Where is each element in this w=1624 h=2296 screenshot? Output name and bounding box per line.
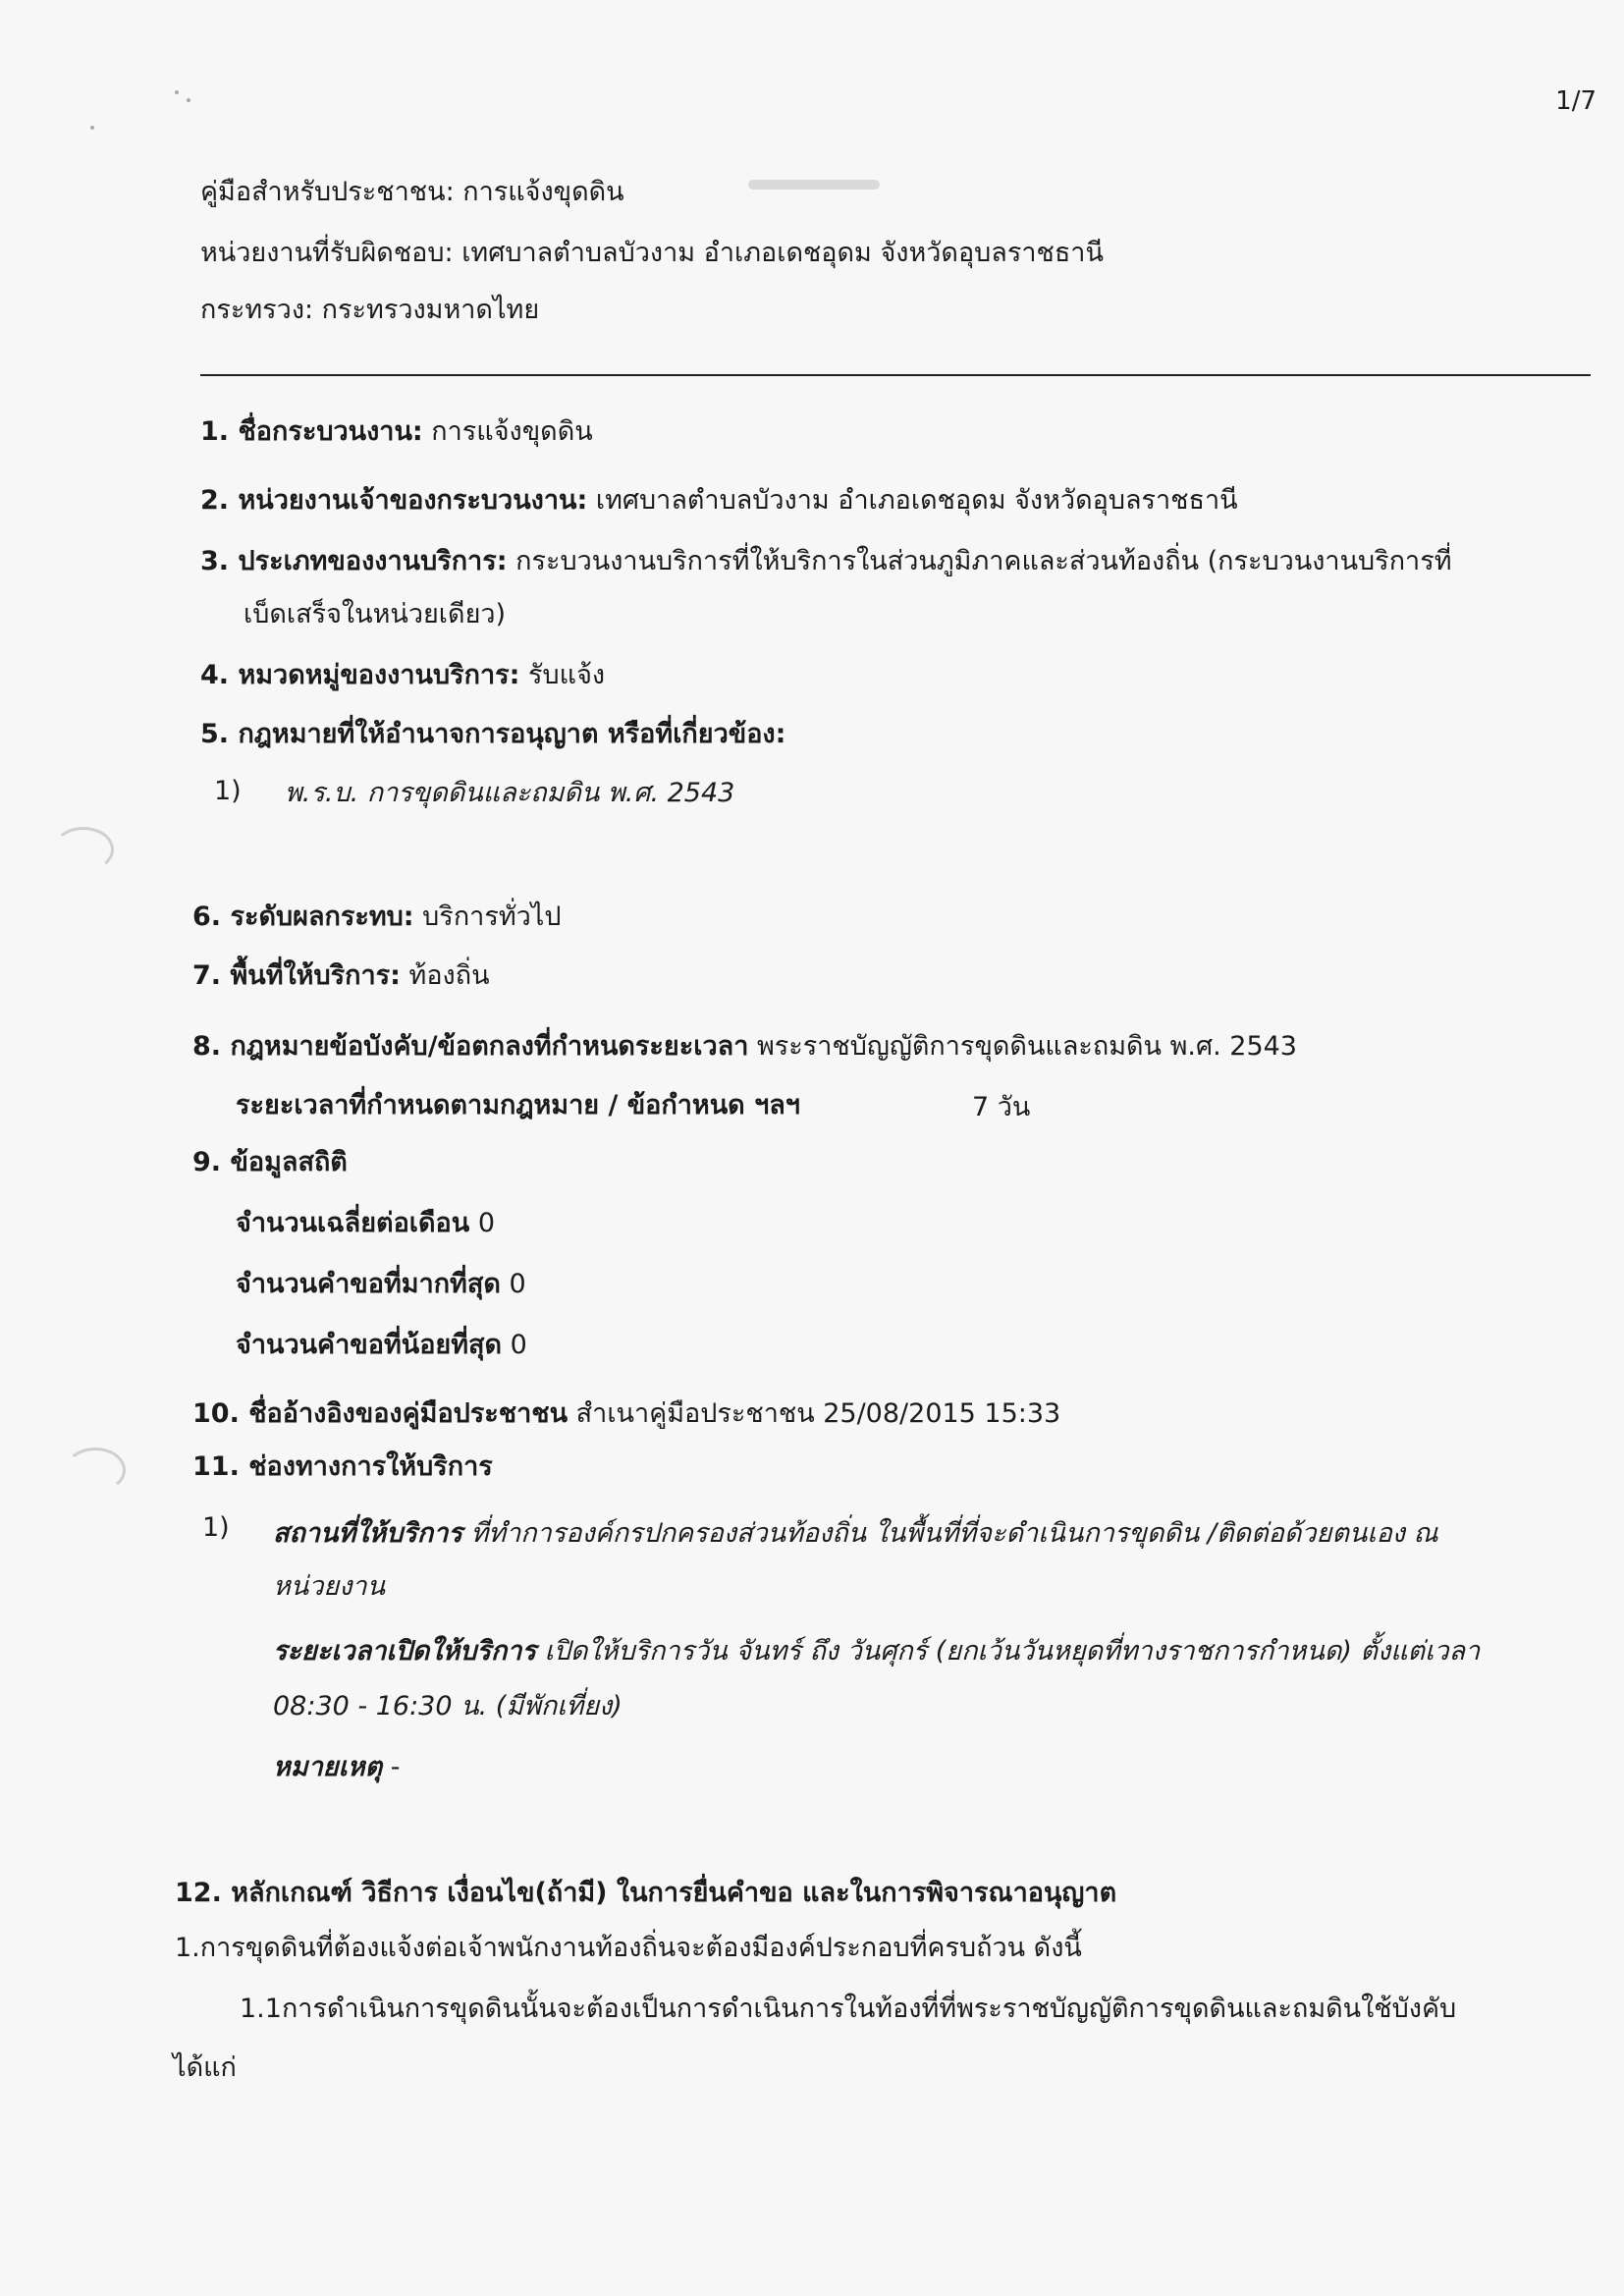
item-10 (192, 1398, 1060, 1430)
item-2-label: 2. หน่วยงานเจ้าของกระบวนงาน: (200, 485, 588, 516)
item-8-period-label: ระยะเวลาที่กำหนดตามกฎหมาย / ข้อกำหนด ฯลฯ (236, 1090, 800, 1121)
punch-hole-mark (53, 827, 114, 872)
ministry-line: กระทรวง: กระทรวงมหาดไทย (200, 295, 540, 325)
stat-min-value: 0 (510, 1330, 527, 1360)
scan-speck (90, 126, 94, 130)
item-12-line-2: 1.1การดำเนินการขุดดินนั้นจะต้องเป็นการดำเนินการในท้องที่ที่พระราชบัญญัติการขุดดินและถมดินใช้บังคับ (240, 1994, 1457, 2024)
service-place-label: สถานที่ให้บริการ (273, 1518, 462, 1549)
punch-hole-mark (65, 1448, 126, 1493)
service-place-cont: หน่วยงาน (273, 1571, 386, 1602)
item-10-label: 10. ชื่ออ้างอิงของคู่มือประชาชน (192, 1398, 568, 1429)
item-6 (192, 902, 562, 933)
item-12-line-1: 1.การขุดดินที่ต้องแจ้งต่อเจ้าพนักงานท้องถิ่นจะต้องมีองค์ประกอบที่ครบถ้วน ดังนี้ (175, 1933, 1082, 1963)
item-11-sub-number: 1) (202, 1512, 230, 1543)
service-hours-value: เปิดให้บริการวัน จันทร์ ถึง วันศุกร์ (ยกเว้นวันหยุดที่ทางราชการกำหนด) ตั้งแต่เวลา (544, 1636, 1481, 1667)
item-5-label: 5. กฎหมายที่ให้อำนาจการอนุญาต หรือที่เกี่ยวข้อง: (200, 719, 786, 749)
item-4-label: 4. หมวดหมู่ของงานบริการ: (200, 660, 520, 690)
stat-average-label: จำนวนเฉลี่ยต่อเดือน (236, 1208, 470, 1238)
item-3-value-cont: เบ็ดเสร็จในหน่วยเดียว) (244, 599, 507, 629)
item-7-value: ท้องถิ่น (408, 960, 490, 991)
item-12-label: 12. หลักเกณฑ์ วิธีการ เงื่อนไข(ถ้ามี) ในการยื่นคำขอ และในการพิจารณาอนุญาต (175, 1878, 1117, 1908)
item-2-value: เทศบาลตำบลบัวงาม อำเภอเดชอุดม จังหวัดอุบลราชธานี (595, 485, 1238, 516)
item-1 (200, 416, 593, 448)
item-7-label: 7. พื้นที่ให้บริการ: (192, 960, 401, 991)
stat-max-value: 0 (509, 1269, 526, 1299)
service-place (273, 1518, 1438, 1550)
item-10-value: สำเนาคู่มือประชาชน 25/08/2015 15:33 (575, 1398, 1061, 1429)
item-6-value: บริการทั่วไป (422, 902, 562, 932)
service-hours-cont: 08:30 - 16:30 น. (มีพักเที่ยง) (273, 1691, 623, 1722)
item-7 (192, 960, 490, 992)
item-5-sub-number: 1) (214, 776, 242, 806)
item-2 (200, 485, 1238, 517)
item-3-value: กระบวนงานบริการที่ให้บริการในส่วนภูมิภาคและส่วนท้องถิ่น (กระบวนงานบริการที่ (515, 546, 1452, 576)
item-5-law: พ.ร.บ. การขุดดินและถมดิน พ.ศ. 2543 (285, 778, 735, 808)
stat-average-value: 0 (477, 1208, 496, 1238)
item-8-period-value: 7 วัน (972, 1092, 1031, 1122)
item-8-label: 8. กฎหมายข้อบังคับ/ข้อตกลงที่กำหนดระยะเวลา (192, 1031, 749, 1062)
service-note (273, 1752, 400, 1783)
item-4-value: รับแจ้ง (528, 660, 606, 690)
service-hours (273, 1636, 1480, 1667)
service-note-label: หมายเหตุ (273, 1752, 383, 1782)
item-4 (200, 660, 605, 691)
item-1-label: 1. ชื่อกระบวนงาน: (200, 416, 423, 447)
item-8 (192, 1031, 1297, 1063)
scan-smudge (748, 180, 880, 190)
document-title: คู่มือสำหรับประชาชน: การแจ้งขุดดิน (200, 177, 624, 207)
page-number: 1/7 (1555, 86, 1597, 116)
service-note-value: - (390, 1752, 401, 1782)
service-place-value: ที่ทำการองค์กรปกครองส่วนท้องถิ่น ในพื้นที่ที่จะดำเนินการขุดดิน /ติดต่อด้วยตนเอง ณ (470, 1518, 1438, 1549)
item-3 (200, 546, 1452, 577)
item-12-line-3: ได้แก่ (173, 2052, 237, 2083)
stat-average (236, 1208, 495, 1239)
stat-max-label: จำนวนคำขอที่มากที่สุด (236, 1269, 501, 1299)
scan-speck (175, 90, 179, 94)
scan-speck (187, 98, 190, 102)
stat-max (236, 1269, 526, 1300)
item-1-value: การแจ้งขุดดิน (431, 416, 593, 447)
service-hours-label: ระยะเวลาเปิดให้บริการ (273, 1636, 536, 1667)
header-divider (200, 374, 1591, 376)
agency-line: หน่วยงานที่รับผิดชอบ: เทศบาลตำบลบัวงาม อำเภอเดชอุดม จังหวัดอุบลราชธานี (200, 238, 1104, 268)
item-8-value: พระราชบัญญัติการขุดดินและถมดิน พ.ศ. 2543 (756, 1031, 1297, 1062)
item-3-label: 3. ประเภทของงานบริการ: (200, 546, 508, 576)
stat-min (236, 1330, 527, 1361)
item-11-label: 11. ช่องทางการให้บริการ (192, 1451, 493, 1482)
stat-min-label: จำนวนคำขอที่น้อยที่สุด (236, 1330, 503, 1360)
item-6-label: 6. ระดับผลกระทบ: (192, 902, 414, 932)
item-9-label: 9. ข้อมูลสถิติ (192, 1147, 348, 1177)
